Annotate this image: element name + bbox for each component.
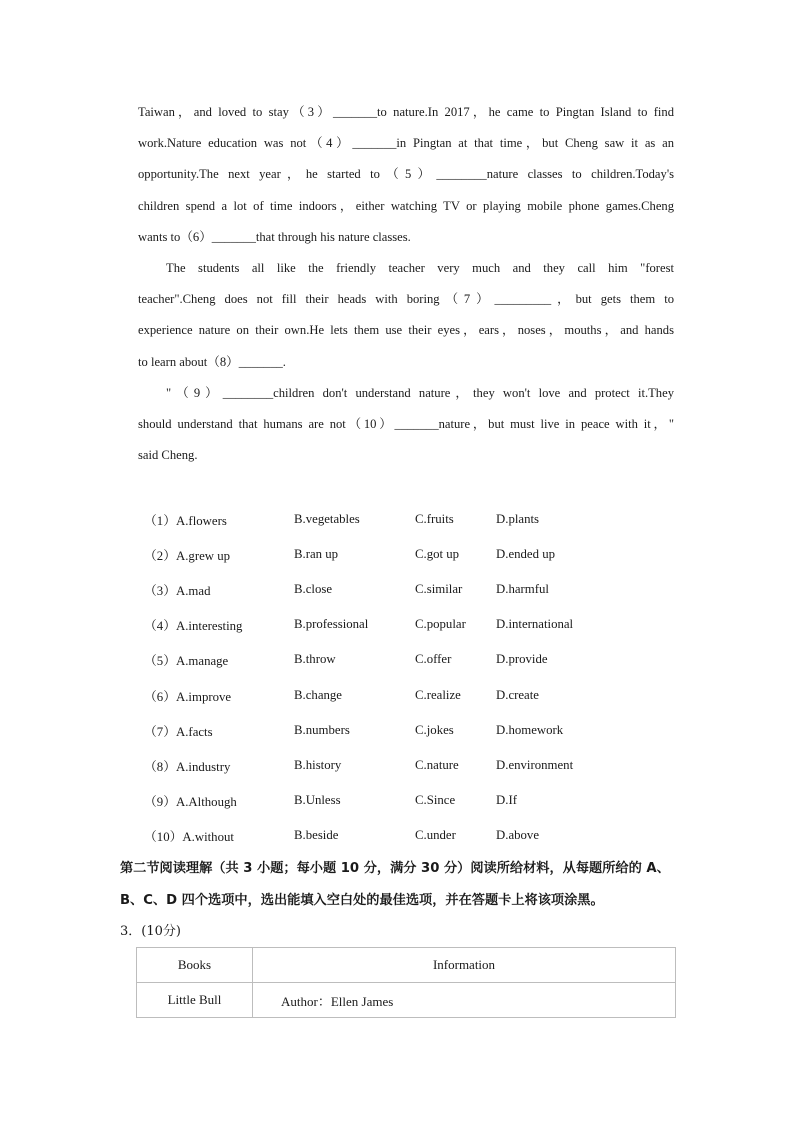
passage-line: "（9）________children don't understand nature，they won't love and protect it.They	[166, 386, 674, 400]
passage-paragraph-3	[138, 378, 674, 472]
option-row	[144, 713, 606, 748]
option-row	[144, 537, 606, 572]
option-b[interactable]: B.Unless	[294, 792, 341, 807]
option-a[interactable]: （5）A.manage	[144, 654, 229, 669]
option-d[interactable]: D.harmful	[496, 582, 549, 597]
option-row	[144, 607, 606, 642]
option-d[interactable]: D.ended up	[496, 547, 555, 562]
books-table	[136, 947, 676, 1018]
option-c[interactable]: C.jokes	[415, 722, 454, 737]
option-d[interactable]: D.provide	[496, 652, 548, 667]
table-cell-book: Little Bull	[137, 983, 253, 1018]
option-c[interactable]: C.similar	[415, 582, 463, 597]
passage-line: experience nature on their own.He lets them use their eyes，ears，noses，mouths，and hands	[138, 323, 674, 338]
passage-line: said Cheng.	[138, 448, 198, 463]
passage-line: children spend a lot of time indoors，either watching TV or playing mobile phone games.Cheng	[138, 198, 674, 213]
option-b[interactable]: B.close	[294, 582, 333, 597]
option-d[interactable]: D.create	[496, 687, 539, 702]
option-b[interactable]: B.change	[294, 687, 342, 702]
table-cell-information: Author：Ellen James	[253, 983, 676, 1018]
option-row	[144, 502, 606, 537]
option-row	[144, 572, 606, 607]
option-d[interactable]: D.If	[496, 792, 517, 807]
option-d[interactable]: D.homework	[496, 722, 564, 737]
section-instructions	[120, 853, 690, 917]
table-header-books: Books	[137, 948, 253, 983]
option-b[interactable]: B.numbers	[294, 722, 350, 737]
option-d[interactable]: D.above	[496, 827, 539, 842]
option-a[interactable]: （8）A.industry	[144, 759, 231, 774]
option-row	[144, 818, 606, 853]
table-header-information: Information	[253, 948, 676, 983]
section-instructions-line: 第二节阅读理解（共 3 小题；每小题 10 分，满分 30 分）阅读所给材料，从每题所给的 A、	[120, 861, 670, 876]
option-b[interactable]: B.vegetables	[294, 512, 360, 527]
answer-options	[144, 502, 606, 853]
option-c[interactable]: C.got up	[415, 547, 460, 562]
option-c[interactable]: C.realize	[415, 687, 461, 702]
option-a[interactable]: （2）A.grew up	[144, 549, 231, 564]
option-d[interactable]: D.international	[496, 617, 574, 632]
passage-paragraph-1	[138, 97, 674, 253]
option-b[interactable]: B.beside	[294, 827, 339, 842]
option-row	[144, 748, 606, 783]
option-b[interactable]: B.ran up	[294, 547, 339, 562]
option-a[interactable]: （1）A.flowers	[144, 514, 227, 529]
option-a[interactable]: （3）A.mad	[144, 584, 211, 599]
section-instructions-line: B、C、D 四个选项中，选出能填入空白处的最佳选项，并在答题卡上将该项涂黑。	[120, 893, 604, 908]
option-c[interactable]: C.popular	[415, 617, 466, 632]
question-number: 3．(10分)	[120, 924, 181, 939]
option-row	[144, 642, 606, 677]
option-a[interactable]: （4）A.interesting	[144, 619, 243, 634]
option-a[interactable]: （9）A.Although	[144, 794, 237, 809]
option-row	[144, 783, 606, 818]
passage-line: The students all like the friendly teacher very much and they call him "forest	[166, 261, 674, 275]
table-row	[137, 983, 676, 1018]
option-row	[144, 677, 606, 712]
passage-line: to learn about（8）_______.	[138, 354, 286, 369]
option-b[interactable]: B.throw	[294, 652, 336, 667]
option-d[interactable]: D.environment	[496, 757, 574, 772]
option-a[interactable]: （10）A.without	[144, 829, 234, 844]
passage-paragraph-2	[138, 253, 674, 378]
passage-line: opportunity.The next year，he started to（5）________nature classes to children.Today's	[138, 167, 674, 182]
passage-line: work.Nature education was not（4）_______in Pingtan at that time，but Cheng saw it as an	[138, 136, 674, 151]
option-a[interactable]: （7）A.facts	[144, 724, 213, 739]
passage-line: wants to（6）_______that through his nature classes.	[138, 229, 411, 244]
option-c[interactable]: C.nature	[415, 757, 459, 772]
passage-line: teacher".Cheng does not fill their heads with boring（7）_________，but gets them to	[138, 292, 674, 307]
option-b[interactable]: B.history	[294, 757, 342, 772]
passage-line: should understand that humans are not（10）_______nature，but must live in peace with it，"	[138, 417, 674, 432]
option-d[interactable]: D.plants	[496, 512, 540, 527]
option-b[interactable]: B.professional	[294, 617, 369, 632]
option-c[interactable]: C.fruits	[415, 512, 454, 527]
passage-line: Taiwan，and loved to stay（3）_______to nature.In 2017，he came to Pingtan Island to find	[138, 105, 674, 119]
option-a[interactable]: （6）A.improve	[144, 689, 232, 704]
table-header-row	[137, 948, 676, 983]
option-c[interactable]: C.Since	[415, 792, 456, 807]
option-c[interactable]: C.under	[415, 827, 456, 842]
option-c[interactable]: C.offer	[415, 652, 452, 667]
